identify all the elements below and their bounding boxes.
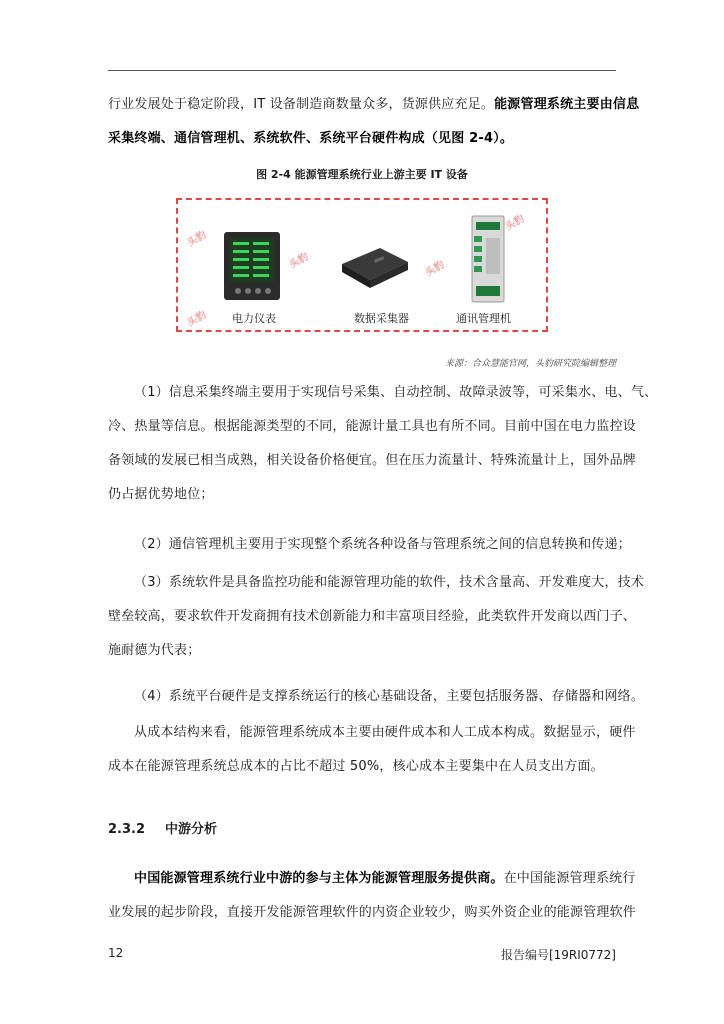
paragraph-line: （4）系统平台硬件是支撑系统运行的核心基础设备，主要包括服务器、存储器和网络。 — [134, 689, 645, 704]
watermark: 头豹 — [185, 309, 209, 329]
midstream-text: 在中国能源管理系统行 — [503, 871, 636, 886]
data-collector-icon — [338, 244, 410, 290]
device-label-power-meter: 电力仪表 — [232, 312, 276, 325]
watermark: 头豹 — [287, 251, 311, 271]
report-number: 报告编号[19RI0772] — [500, 948, 616, 962]
section-number: 2.3.2 — [108, 822, 146, 837]
paragraph-line: 从成本结构来看，能源管理系统成本主要由硬件成本和人工成本构成。数据显示，硬件 — [134, 725, 636, 740]
paragraph-line: 冷、热量等信息。根据能源类型的不同，能源计量工具也有所不同。目前中国在电力监控设 — [108, 419, 637, 434]
paragraph-3 — [108, 566, 645, 668]
midstream-bold-text: 中国能源管理系统行业中游的参与主体为能源管理服务提供商。 — [134, 871, 504, 886]
paragraph-line: 成本在能源管理系统总成本的占比不超过 50%，核心成本主要集中在人员支出方面。 — [108, 759, 604, 774]
paragraph-line: 施耐德为代表； — [108, 643, 201, 658]
figure-source: 来源：合众慧能官网，头豹研究院编辑整理 — [444, 359, 616, 369]
paragraph-line: （1）信息采集终端主要用于实现信号采集、自动控制、故障录波等，可采集水、电、气、 — [134, 385, 658, 400]
watermark: 头豹 — [503, 213, 527, 233]
device-label-data-collector: 数据采集器 — [354, 312, 409, 325]
header-rule — [108, 70, 616, 71]
page-number: 12 — [108, 946, 124, 960]
section-title: 中游分析 — [165, 822, 218, 837]
intro-bold-text: 能源管理系统主要由信息 — [494, 97, 640, 112]
paragraph-line: 壁垒较高，要求软件开发商拥有技术创新能力和丰富项目经验，此类软件开发商以西门子、 — [108, 609, 637, 624]
intro-text: 行业发展处于稳定阶段，IT 设备制造商数量众多，货源供应充足。 — [108, 97, 495, 112]
paragraph-4 — [108, 680, 645, 714]
section-heading — [108, 818, 237, 837]
watermark: 头豹 — [423, 259, 447, 279]
figure-caption: 图 2-4 能源管理系统行业上游主要 IT 设备 — [256, 168, 468, 181]
intro-paragraph — [108, 88, 640, 156]
paragraph-line: 仍占据优势地位； — [108, 487, 214, 502]
power-meter-icon — [220, 228, 284, 304]
paragraph-2 — [108, 528, 631, 562]
midstream-paragraph — [108, 862, 637, 930]
paragraph-line: （3）系统软件是具备监控功能和能源管理功能的软件，技术含量高、开发难度大，技术 — [134, 575, 645, 590]
device-label-comm-manager: 通讯管理机 — [456, 312, 511, 325]
intro-bold-text-2: 采集终端、通信管理机、系统软件、系统平台硬件构成（见图 2-4）。 — [108, 131, 514, 146]
figure-frame — [176, 198, 548, 332]
comm-manager-icon — [468, 214, 508, 304]
paragraph-line: 备领域的发展已相当成熟，相关设备价格便宜。但在压力流量计、特殊流量计上，国外品牌 — [108, 453, 637, 468]
watermark: 头豹 — [185, 229, 209, 249]
paragraph-1 — [108, 376, 658, 512]
paragraph-line: （2）通信管理机主要用于实现整个系统各种设备与管理系统之间的信息转换和传递； — [134, 537, 631, 552]
paragraph-5 — [108, 716, 636, 784]
paragraph-line: 业发展的起步阶段，直接开发能源管理软件的内资企业较少，购买外资企业的能源管理软件 — [108, 905, 637, 920]
